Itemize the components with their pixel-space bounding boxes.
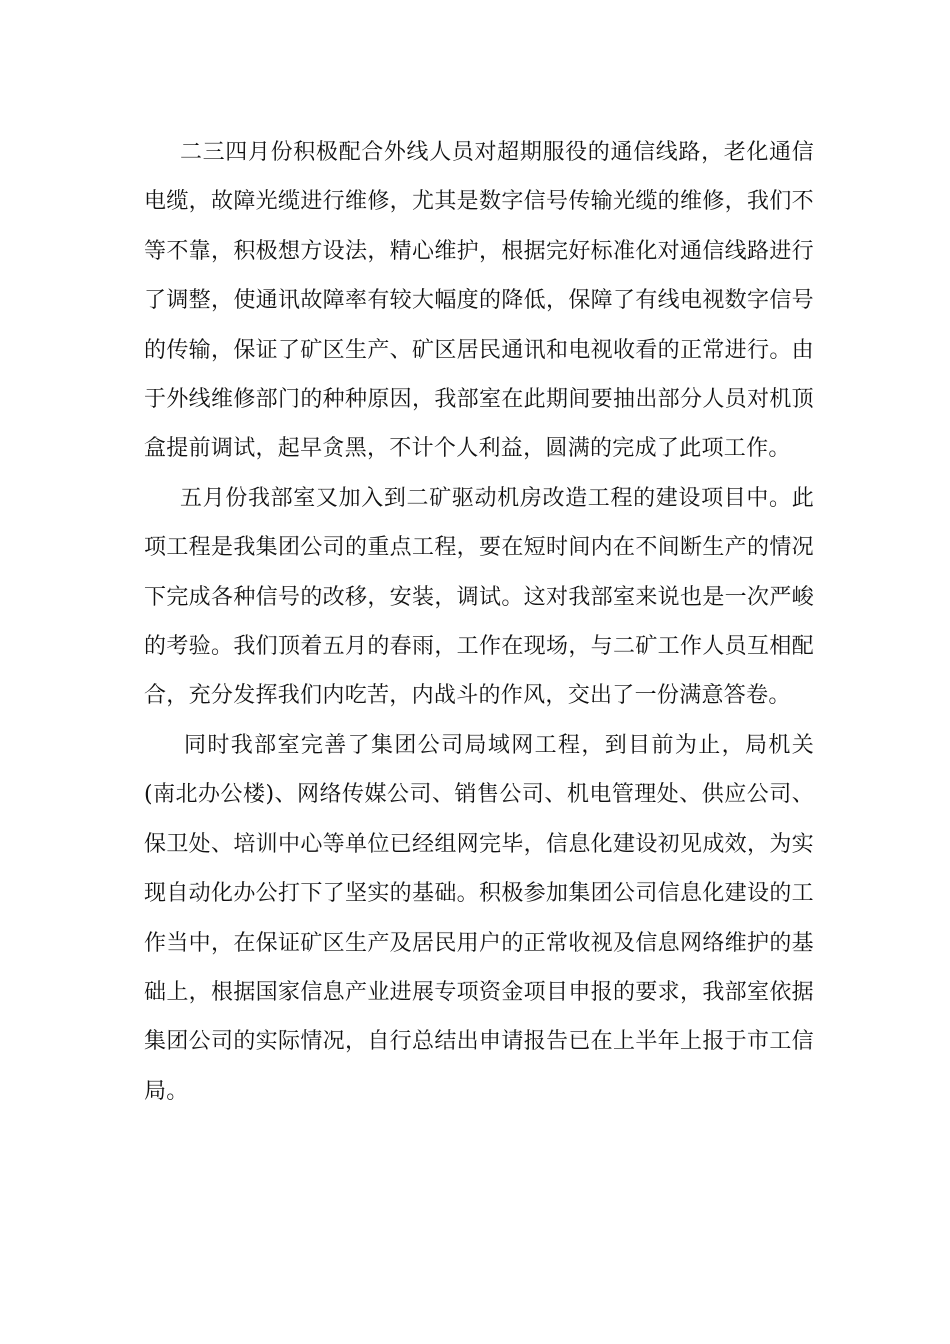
paragraph-3: 同时我部室完善了集团公司局域网工程，到目前为止，局机关(南北办公楼)、网络传媒公司、销售公司、机电管理处、供应公司、保卫处、培训中心等单位已经组网完毕，信息化建设初见成效，为实现自动化办公打下了坚实的基础。积极参加集团公司信息化建设的工作当中，在保证矿区生产及居民用户的正常收视及信息网络维护的基础上，根据国家信息产业进展专项资金项目申报的要求，我部室依据集团公司的实际情况，自行总结出申请报告已在上半年上报于市工信局。 bbox=[144, 732, 814, 1104]
paragraph-1: 二三四月份积极配合外线人员对超期服役的通信线路，老化通信电缆，故障光缆进行维修，尤其是数字信号传输光缆的维修，我们不等不靠，积极想方设法，精心维护，根据完好标准化对通信线路进行了调整，使通讯故障率有较大幅度的降低，保障了有线电视数字信号的传输，保证了矿区生产、矿区居民通讯和电视收看的正常进行。由于外线维修部门的种种原因，我部室在此期间要抽出部分人员对机顶盒提前调试，起早贪黑，不计个人利益，圆满的完成了此项工作。 bbox=[144, 140, 814, 462]
document-body bbox=[144, 128, 814, 1116]
paragraph-2: 五月份我部室又加入到二矿驱动机房改造工程的建设项目中。此项工程是我集团公司的重点工程，要在短时间内在不间断生产的情况下完成各种信号的改移，安装，调试。这对我部室来说也是一次严峻的考验。我们顶着五月的春雨，工作在现场，与二矿工作人员互相配合，充分发挥我们内吃苦，内战斗的作风，交出了一份满意答卷。 bbox=[144, 485, 814, 709]
